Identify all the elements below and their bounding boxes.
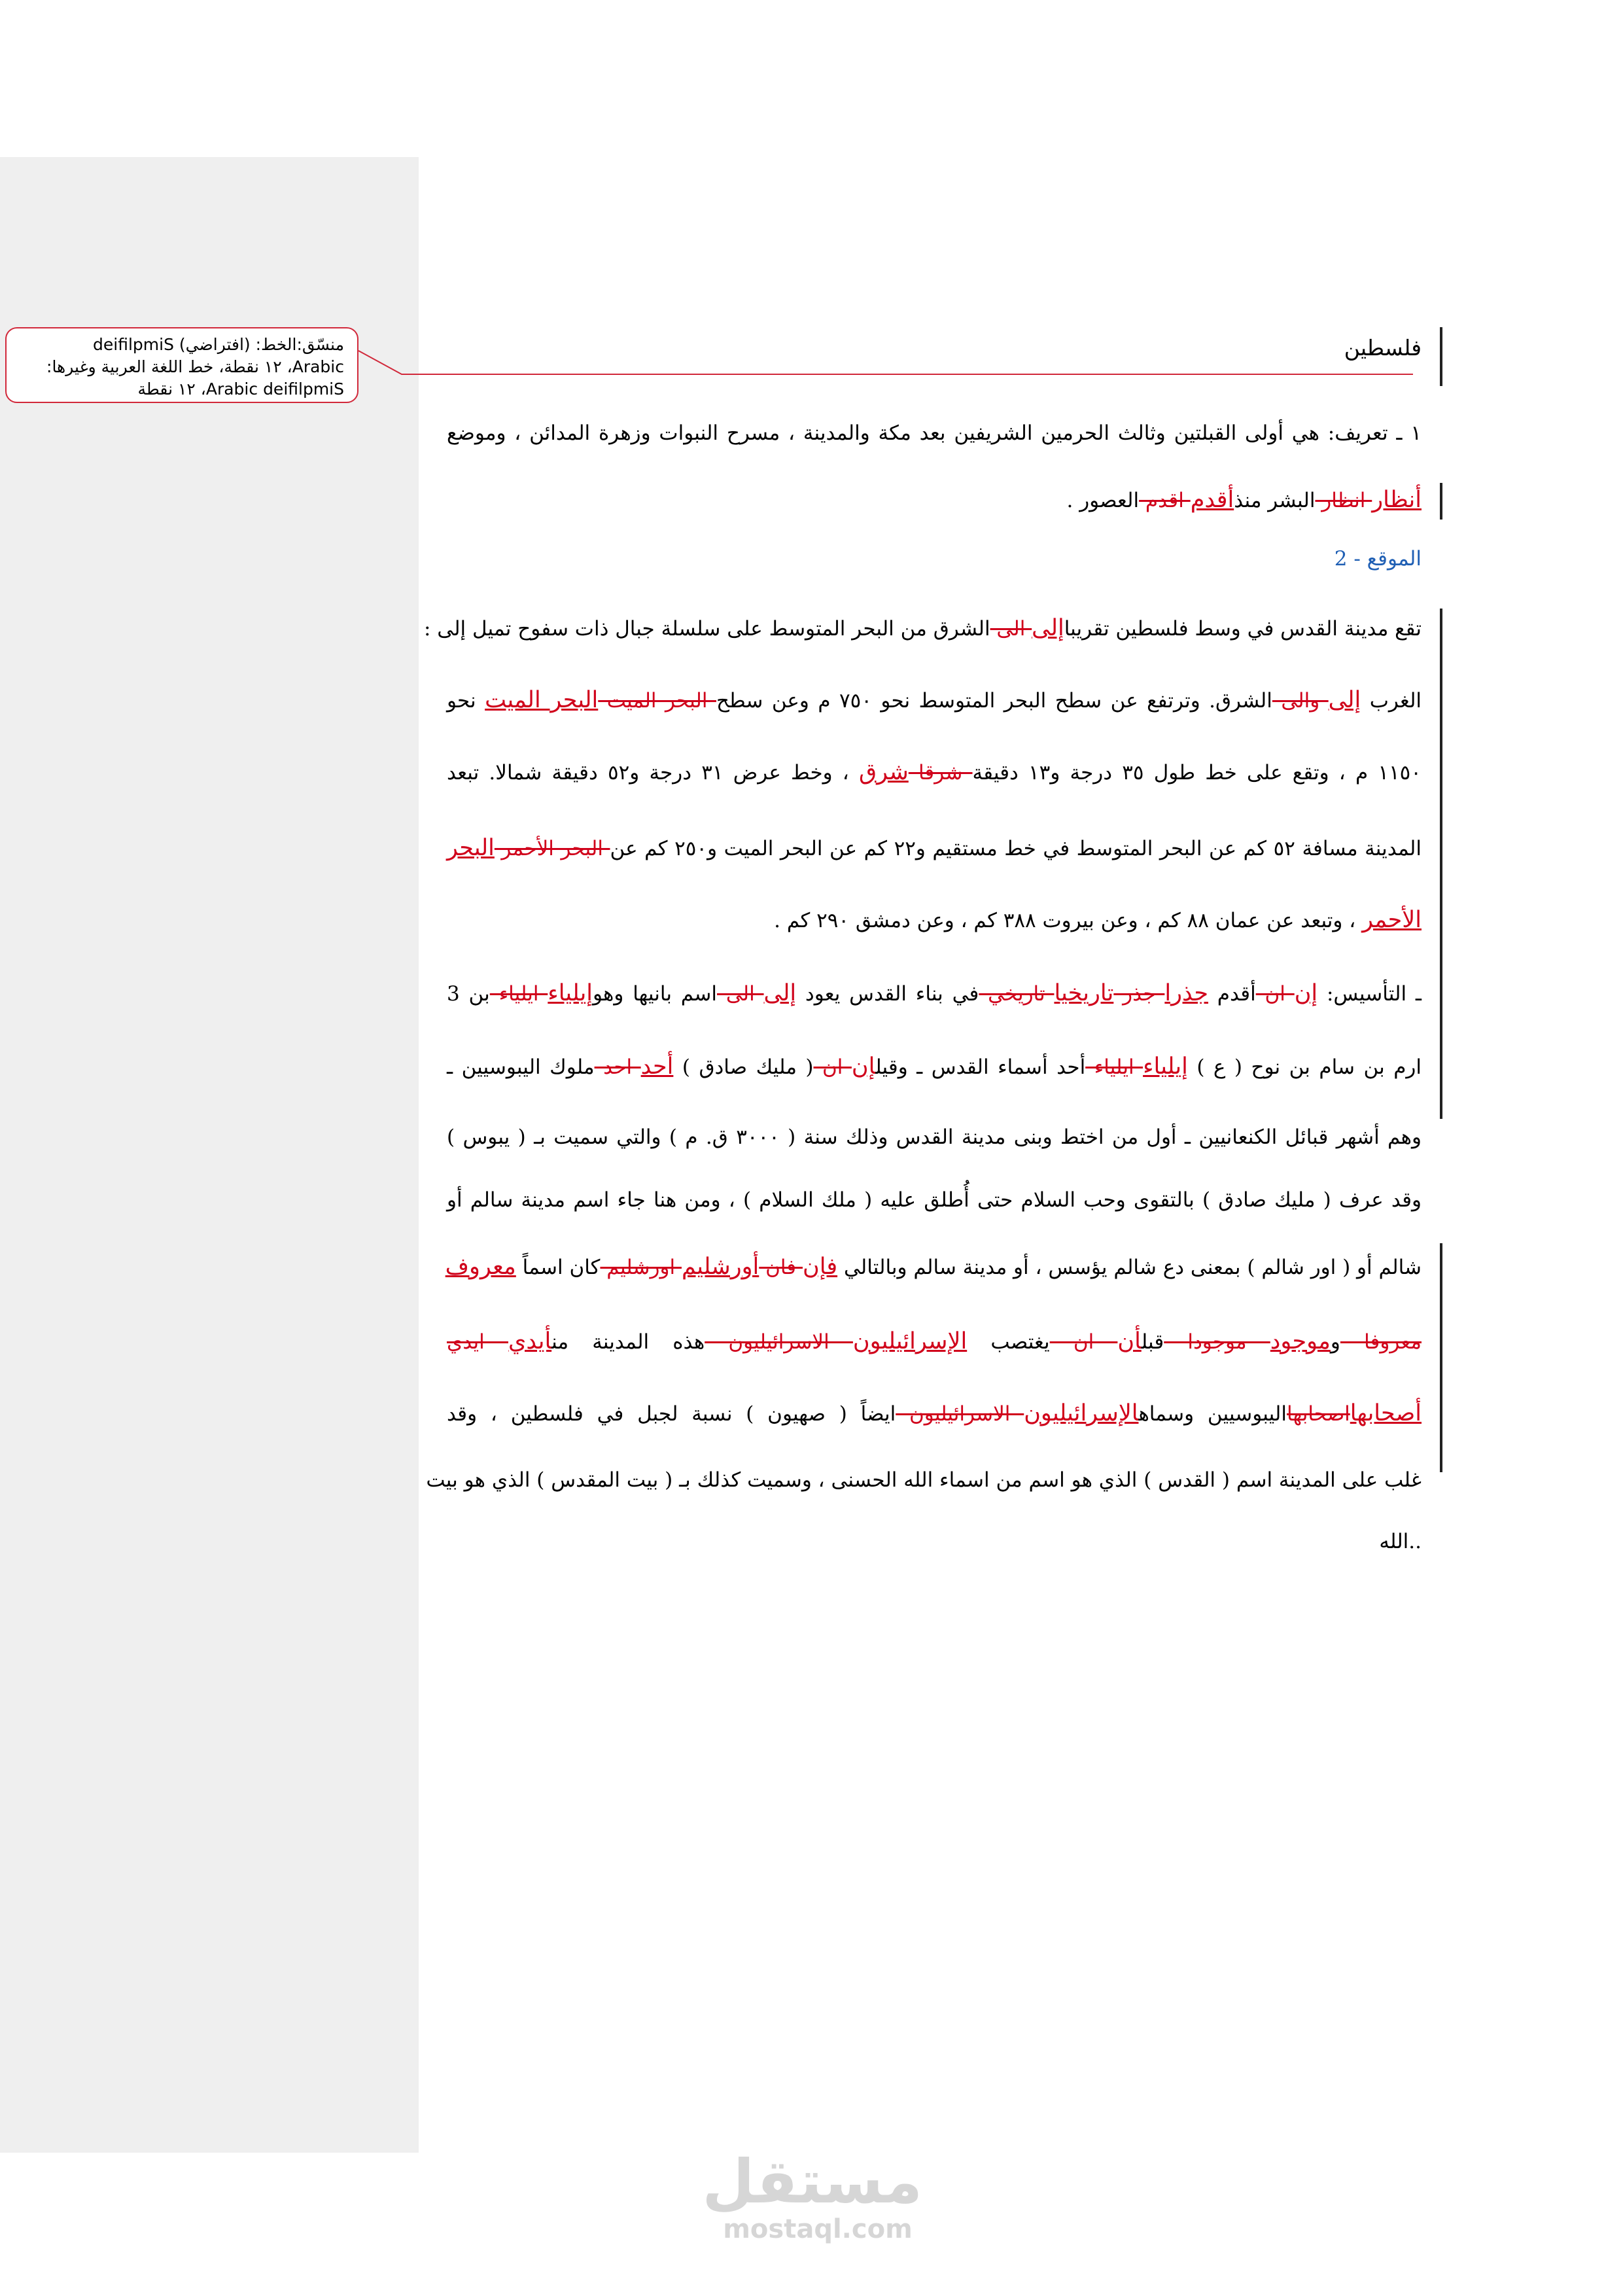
insertion: شرق <box>858 759 909 785</box>
deletion: البحر الأحمر <box>494 837 610 860</box>
deletion: شرقا <box>908 761 973 785</box>
deletion: جذر <box>1113 982 1165 1006</box>
text-run: البشر منذ <box>1234 489 1316 512</box>
change-bar <box>1440 1243 1442 1472</box>
text-run: بن 3 <box>447 982 490 1006</box>
insertion: إلى <box>1032 615 1064 641</box>
text-run: الشرق. وترتفع عن سطح البحر المتوسط نحو ٧٥٠ م وعن سطح <box>716 689 1272 713</box>
text-run: ( مليك صادق ) <box>673 1055 814 1079</box>
change-bar <box>1440 609 1442 1119</box>
text-run: الغرب <box>1361 689 1422 713</box>
deletion: ايلياء <box>489 982 548 1006</box>
paragraph-line: وقد عرف ( مليك صادق ) بالتقوى وحب السلام حتى أُطلق عليه ( ملك السلام ) ، ومن هنا جاء اسم مدينة سالم أو <box>447 1188 1422 1212</box>
deletion: موجودا <box>1164 1330 1270 1354</box>
insertion: أن <box>1117 1328 1142 1354</box>
deletion: الى <box>717 982 764 1006</box>
insertion: أحد <box>640 1053 674 1080</box>
paragraph-line <box>447 1328 1422 1354</box>
text-run: قبل <box>1141 1330 1164 1354</box>
text-run: و <box>1330 1330 1340 1354</box>
insertion: إلى <box>1328 687 1361 713</box>
deletion: اقدم <box>1139 489 1191 512</box>
text-run: اسم بانيها وهو <box>593 982 718 1006</box>
deletion: انظار <box>1315 489 1372 512</box>
insertion: البحر الميت <box>485 687 599 713</box>
text-run: في بناء القدس يعود <box>796 982 979 1006</box>
text-run: يغتصب <box>967 1330 1050 1354</box>
comment-line: Arabic، ١٢ نقطة، خط اللغة العربية وغيرها: <box>46 357 344 376</box>
insertion: تاريخيا <box>1054 980 1114 1006</box>
deletion: الاسرائيليون <box>705 1330 853 1354</box>
insertion: البحر <box>447 835 495 861</box>
paragraph-line: ١ ـ تعريف: هي أولى القبلتين وثالث الحرمين الشريفين بعد مكة والمدينة ، مسرح النبوات وزهرة المدائن ، وموضع <box>447 421 1422 445</box>
insertion: موجود <box>1270 1328 1331 1354</box>
insertion: جذرا <box>1164 980 1208 1006</box>
insertion: إن <box>851 1053 876 1080</box>
insertion: أنظار <box>1372 487 1422 513</box>
deletion: ان <box>1049 1330 1118 1354</box>
text-run: ١١٥٠ م ، وتقع على خط طول ٣٥ درجة و١٣ دقيقة <box>972 761 1422 785</box>
text-run: ايضاً ( صهيون ) نسبة لجبل في فلسطين ، وقد <box>447 1402 896 1426</box>
deletion: معروفا <box>1340 1330 1422 1354</box>
paragraph-line: غلب على المدينة اسم ( القدس ) الذي هو اسم من اسماء الله الحسنى ، وسميت كذلك بـ ( بيت المقدس ) الذي هو بيت <box>426 1468 1422 1492</box>
paragraph-line <box>447 1400 1422 1426</box>
paragraph-line <box>447 980 1422 1006</box>
comment-line: Arabic deifilpmiS، ١٢ نقطة <box>137 380 344 398</box>
deletion: الاسرائيليون <box>896 1402 1024 1426</box>
document-title: فلسطين <box>1344 335 1422 361</box>
text-run: كان اسماً <box>515 1256 601 1279</box>
paragraph-line <box>447 687 1422 713</box>
paragraph-line: ..الله <box>1379 1530 1422 1553</box>
text-run: ارم بن سام بن نوح ( ع ) <box>1187 1055 1422 1079</box>
text-run: الشرق من البحر المتوسط على سلسلة جبال ذات سفوح تميل إلى : <box>423 617 990 641</box>
deletion: ايلياء <box>1085 1055 1143 1079</box>
text-run: أقدم <box>1208 982 1256 1006</box>
change-bar <box>1440 327 1442 386</box>
section-heading: الموقع - 2 <box>1334 547 1422 571</box>
paragraph-line <box>447 759 1422 785</box>
format-comment-balloon[interactable] <box>5 327 358 403</box>
insertion: الأحمر <box>1362 907 1422 933</box>
insertion: إن <box>1294 980 1318 1006</box>
text-run: تقع مدينة القدس في وسط فلسطين تقريبا <box>1064 617 1422 641</box>
paragraph-line <box>447 835 1422 861</box>
text-run: اليبوسيين وسماه <box>1138 1402 1287 1426</box>
change-bar <box>1440 483 1442 520</box>
deletion: البحر الميت <box>598 689 716 713</box>
text-run: هذه المدينة من <box>551 1330 705 1354</box>
mostaql-watermark <box>702 2147 922 2248</box>
insertion: أيدي <box>508 1328 552 1354</box>
text-run: شالم أو ( اور شالم ) بمعنى دع شالم يؤسس ، أو مدينة سالم وبالتالي <box>837 1256 1422 1279</box>
text-run: أحد أسماء القدس ـ وقيل <box>875 1055 1086 1079</box>
deletion: ان <box>1255 982 1295 1006</box>
insertion: أقدم <box>1190 487 1234 513</box>
insertion: إلى <box>763 980 797 1006</box>
paragraph-line <box>447 487 1422 513</box>
paragraph-line <box>447 907 1422 933</box>
watermark-latin: mostaql.com <box>723 2214 913 2244</box>
paragraph-line <box>423 615 1422 641</box>
text-run: ، وتبعد عن عمان ٨٨ كم ، وعن بيروت ٣٨٨ كم ، وعن دمشق ٢٩٠ كم . <box>774 909 1363 932</box>
insertion: إيلياء <box>548 980 593 1006</box>
text-run: نحو <box>447 689 485 713</box>
insertion: إيلياء <box>1143 1053 1188 1080</box>
deletion: ان <box>813 1055 852 1079</box>
watermark-arabic: مستقل <box>702 2147 922 2217</box>
insertion: فإن <box>802 1254 838 1280</box>
insertion: الإسرائيليون <box>1024 1400 1139 1426</box>
text-run: ، وخط عرض ٣١ درجة و٥٢ دقيقة شمالا. تبعد <box>447 761 859 785</box>
insertion: الإسرائيليون <box>852 1328 968 1354</box>
markup-margin-pane <box>0 157 419 2153</box>
paragraph-line <box>447 1053 1422 1080</box>
deletion: ايدي <box>447 1330 508 1354</box>
insertion: أورشليم <box>681 1254 759 1280</box>
deletion: فان <box>759 1256 803 1279</box>
text-run: ملوك اليبوسيين ـ <box>447 1055 595 1079</box>
text-run: المدينة مسافة ٥٢ كم عن البحر المتوسط في خط مستقيم و٢٢ كم عن البحر الميت و٢٥٠ كم عن <box>610 837 1422 860</box>
paragraph-line <box>447 1254 1422 1280</box>
insertion: معروف <box>445 1254 516 1280</box>
deletion: الى <box>990 617 1032 641</box>
deletion: اصحابها <box>1287 1402 1350 1426</box>
text-run: ـ التأسيس: <box>1318 982 1422 1006</box>
deletion: احد <box>594 1055 641 1079</box>
text-run: العصور . <box>1066 489 1140 512</box>
insertion: أصحابها <box>1350 1400 1422 1426</box>
comment-line: منسّق:الخط: (افتراضي) deifilpmiS <box>93 335 344 354</box>
deletion: اورشليم <box>600 1256 682 1279</box>
deletion: والى <box>1272 689 1329 713</box>
deletion: تاريخي <box>979 982 1055 1006</box>
paragraph-line: وهم أشهر قبائل الكنعانيين ـ أول من اختط وبنى مدينة القدس وذلك سنة ( ٣٠٠٠ ق. م ) والتي سميت بـ ( يبوس ) <box>447 1125 1422 1149</box>
